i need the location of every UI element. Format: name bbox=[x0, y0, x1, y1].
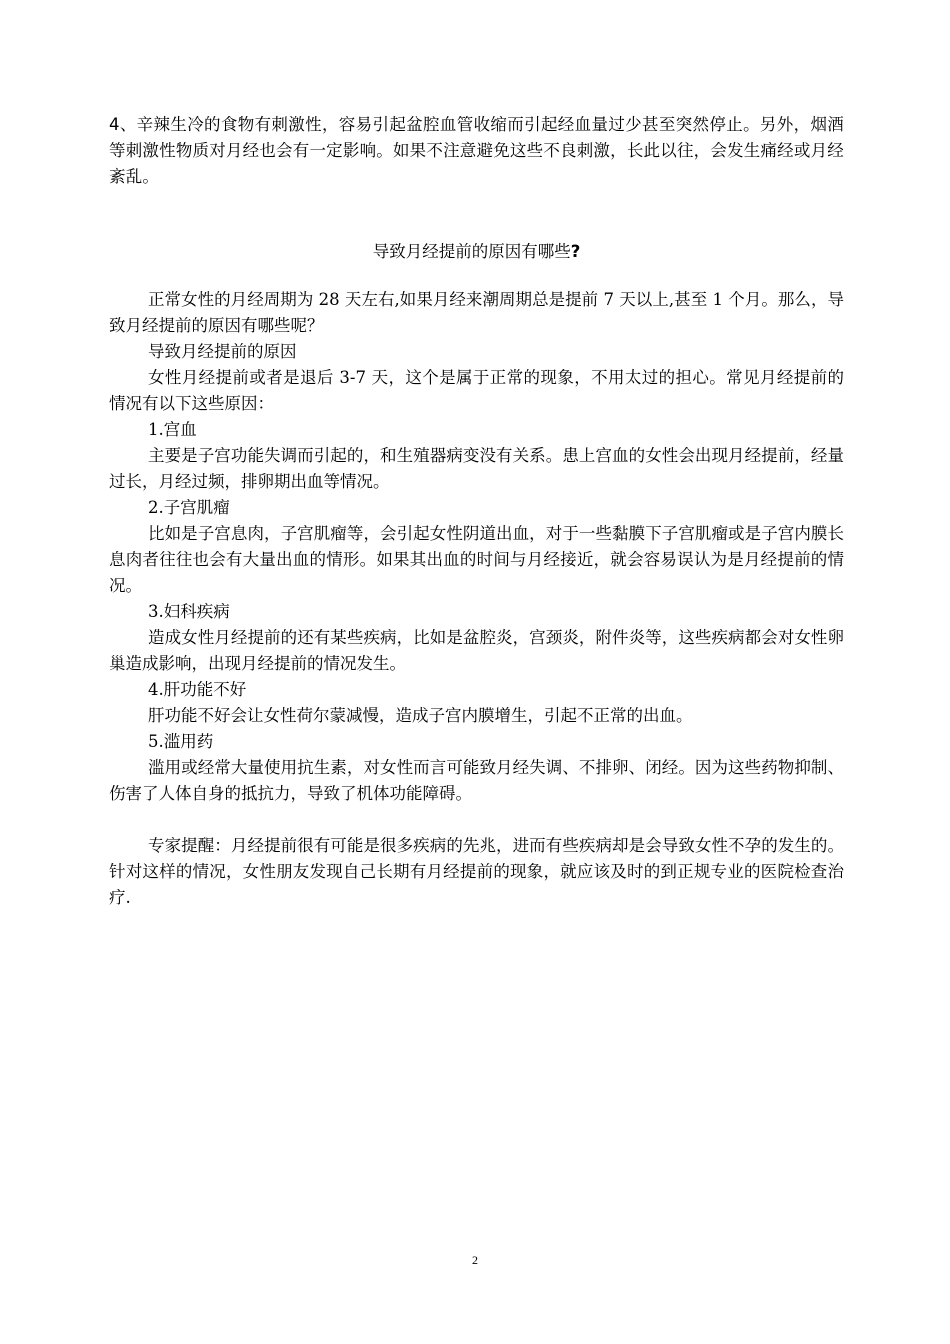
section-title-question-mark: ? bbox=[570, 242, 581, 261]
item-heading-4: 4.肝功能不好 bbox=[148, 680, 247, 699]
item-text-5: 滥用或经常大量使用抗生素，对女性而言可能致月经失调、不排卵、闭经。因为这些药物抑制、伤害了人体自身的抵抗力，导致了机体功能障碍。 bbox=[109, 758, 844, 803]
item-text-4: 肝功能不好会让女性荷尔蒙减慢，造成子宫内膜增生，引起不正常的出血。 bbox=[148, 706, 693, 725]
paragraph-causes-intro: 女性月经提前或者是退后 3-7 天，这个是属于正常的现象，不用太过的担心。常见月经提前的情况有以下这些原因： bbox=[109, 368, 844, 413]
paragraph-causes-heading: 导致月经提前的原因 bbox=[148, 342, 297, 361]
page-number: 2 bbox=[472, 1253, 478, 1267]
item-heading-1: 1.宫血 bbox=[148, 420, 197, 439]
section-title bbox=[109, 239, 844, 265]
item-heading-5: 5.滥用药 bbox=[148, 732, 214, 751]
item-heading-3: 3.妇科疾病 bbox=[148, 602, 230, 621]
intro-paragraph: 4、辛辣生冷的食物有刺激性，容易引起盆腔血管收缩而引起经血量过少甚至突然停止。另外，烟酒等刺激性物质对月经也会有一定影响。如果不注意避免这些不良刺激，长此以往，会发生痛经或月经紊乱。 bbox=[109, 115, 844, 186]
paragraph-expert-advice: 专家提醒：月经提前很有可能是很多疾病的先兆，进而有些疾病却是会导致女性不孕的发生的。针对这样的情况，女性朋友发现自己长期有月经提前的现象，就应该及时的到正规专业的医院检查治疗. bbox=[109, 836, 844, 907]
item-text-2: 比如是子宫息肉，子宫肌瘤等，会引起女性阴道出血，对于一些黏膜下子宫肌瘤或是子宫内膜长息肉者往往也会有大量出血的情形。如果其出血的时间与月经接近，就会容易误认为是月经提前的情况。 bbox=[109, 524, 844, 595]
section-title-text: 导致月经提前的原因有哪些 bbox=[372, 242, 571, 261]
item-heading-2: 2.子宫肌瘤 bbox=[148, 498, 230, 517]
item-text-1: 主要是子宫功能失调而引起的，和生殖器病变没有关系。患上宫血的女性会出现月经提前，经量过长，月经过频，排卵期出血等情况。 bbox=[109, 446, 844, 491]
paragraph-normal-cycle: 正常女性的月经周期为 28 天左右,如果月经来潮周期总是提前 7 天以上,甚至 1 个月。那么，导致月经提前的原因有哪些呢？ bbox=[109, 290, 844, 335]
article-body bbox=[109, 287, 844, 911]
item-text-3: 造成女性月经提前的还有某些疾病，比如是盆腔炎，宫颈炎，附件炎等，这些疾病都会对女性卵巢造成影响，出现月经提前的情况发生。 bbox=[109, 628, 844, 673]
